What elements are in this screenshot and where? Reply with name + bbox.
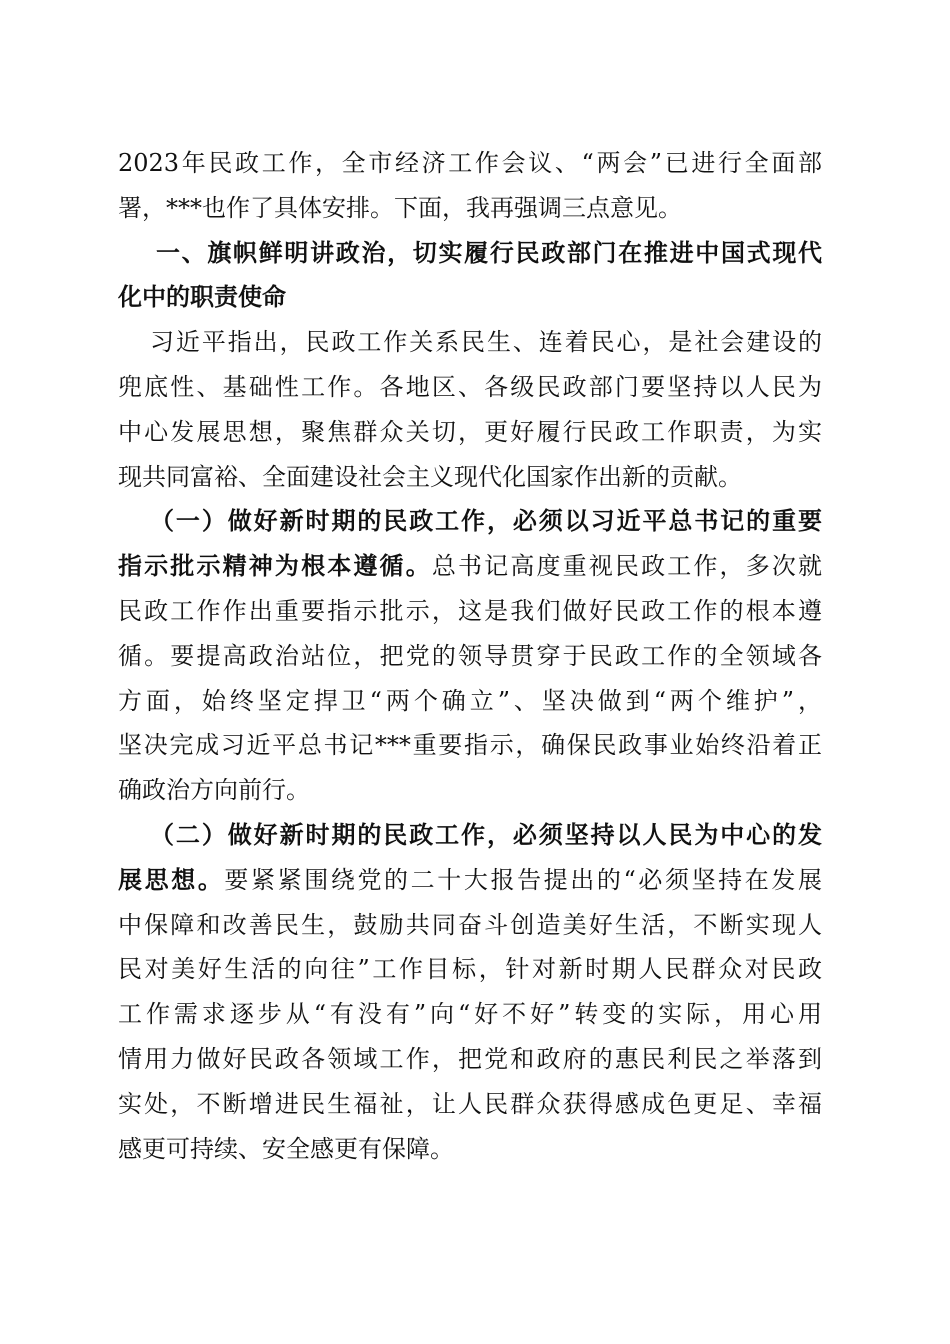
text-line: [118, 589, 822, 634]
text-line: [118, 1127, 822, 1172]
body-text: 方面，始终坚定捍卫“两个确立”、坚决做到“两个维护”，: [118, 686, 822, 715]
body-text: 民对美好生活的向往”工作目标，针对新时期人民群众对民政: [118, 955, 822, 984]
body-text: 2023年民政工作，全市经济工作会议、“两会”已进行全面部: [118, 149, 822, 177]
text-line: [118, 858, 822, 903]
bold-text: 指示批示精神为根本遵循。: [118, 552, 432, 581]
bold-text: （一）做好新时期的民政工作，必须以习近平总书记的重要: [150, 507, 822, 536]
body-text: 兜底性、基础性工作。各地区、各级民政部门要坚持以人民为: [118, 372, 822, 401]
text-line: [118, 768, 822, 813]
bold-text: 展思想。: [118, 865, 225, 894]
body-text: 工作需求逐步从“有没有”向“好不好”转变的实际，用心用: [118, 1000, 822, 1029]
text-line: [118, 544, 822, 589]
text-line: [118, 992, 822, 1037]
text-line: [118, 903, 822, 948]
body-text: 中保障和改善民生，鼓励共同奋斗创造美好生活，不断实现人: [118, 910, 822, 939]
text-line: [118, 320, 822, 365]
body-text: 民政工作作出重要指示批示，这是我们做好民政工作的根本遵: [118, 596, 822, 625]
body-text: 循。要提高政治站位，把党的领导贯穿于民政工作的全领域各: [118, 641, 822, 670]
text-line: [118, 723, 822, 768]
body-text: 要紧紧围绕党的二十大报告提出的“必须坚持在发展: [224, 865, 822, 894]
text-line: [118, 275, 822, 320]
body-text: 坚决完成习近平总书记***重要指示，确保民政事业始终沿着正: [118, 731, 822, 760]
body-text: 署，***也作了具体安排。下面，我再强调三点意见。: [118, 193, 682, 222]
text-line: [118, 634, 822, 679]
body-text: 确政治方向前行。: [118, 776, 310, 805]
text-line: [118, 1037, 822, 1082]
text-line: [118, 365, 822, 410]
bold-text: 化中的职责使命: [118, 283, 286, 312]
text-line: [118, 186, 822, 231]
body-text: 实处，不断增进民生福祉，让人民群众获得感成色更足、幸福: [118, 1089, 822, 1118]
bold-text: （二）做好新时期的民政工作，必须坚持以人民为中心的发: [150, 820, 822, 849]
text-line: [118, 455, 822, 500]
body-text: 现共同富裕、全面建设社会主义现代化国家作出新的贡献。: [118, 462, 742, 491]
text-line: [118, 141, 822, 186]
text-line: [118, 947, 822, 992]
body-text: 习近平指出，民政工作关系民生、连着民心，是社会建设的: [150, 328, 822, 357]
text-line: [118, 231, 822, 276]
text-line: [118, 813, 822, 858]
body-text: 感更可持续、安全感更有保障。: [118, 1134, 454, 1163]
body-text: 情用力做好民政各领域工作，把党和政府的惠民利民之举落到: [118, 1044, 822, 1073]
text-line: [118, 499, 822, 544]
text-line: [118, 1082, 822, 1127]
body-text: 总书记高度重视民政工作，多次就: [431, 552, 822, 581]
text-line: [118, 410, 822, 455]
bold-text: 一、旗帜鲜明讲政治，切实履行民政部门在推进中国式现代: [156, 238, 822, 267]
document-body: [118, 141, 822, 1171]
body-text: 中心发展思想，聚焦群众关切，更好履行民政工作职责，为实: [118, 417, 822, 446]
text-line: [118, 679, 822, 724]
